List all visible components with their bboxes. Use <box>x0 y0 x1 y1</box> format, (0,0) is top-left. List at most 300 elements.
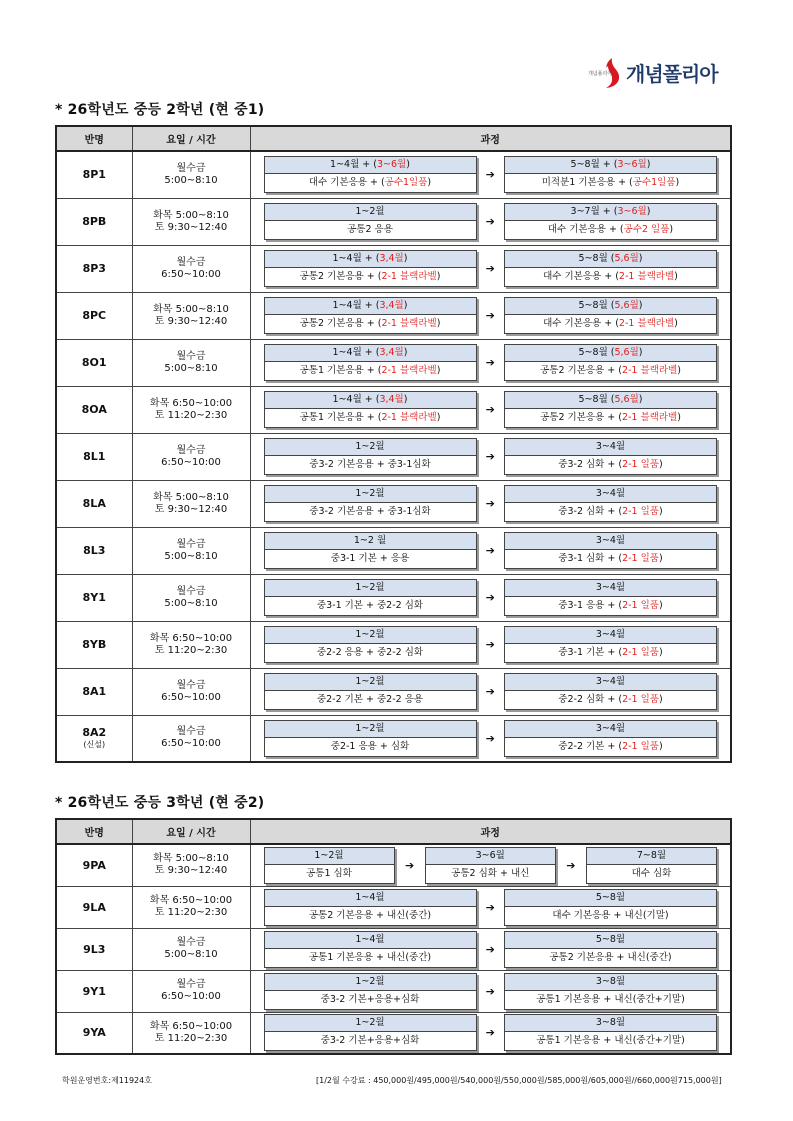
table-row <box>56 574 731 621</box>
course-text: 5~8월 <box>595 891 626 903</box>
course-period <box>265 721 476 738</box>
course-text: 공통2 기본응용 + 내신(중간) <box>549 951 672 963</box>
table-row <box>56 245 731 292</box>
course-content <box>265 503 476 521</box>
course-cell <box>250 292 731 339</box>
schedule-body-grade3 <box>56 844 731 1054</box>
highlight-text: 2-1 일품 <box>622 694 659 705</box>
course-period <box>587 848 716 865</box>
course-content <box>505 409 716 427</box>
course-step-box <box>264 203 477 240</box>
class-name-cell <box>56 527 132 574</box>
header-course: 과정 <box>250 819 731 844</box>
course-text: 1~2월 <box>314 849 344 861</box>
table-row <box>56 198 731 245</box>
day-time-line: 토 9:30~12:40 <box>154 221 228 233</box>
course-content <box>265 362 476 380</box>
course-flow <box>251 250 731 287</box>
class-name-cell <box>56 574 132 621</box>
highlight-text: 2-1 블랙라벨 <box>618 318 675 329</box>
course-text: ) <box>658 506 663 517</box>
highlight-text: 2-1 일품 <box>622 740 659 752</box>
course-cell <box>250 480 731 527</box>
course-step-box <box>504 720 717 757</box>
course-period <box>265 392 476 409</box>
course-step-box <box>264 344 477 381</box>
course-content <box>505 991 716 1009</box>
day-time-cell <box>132 527 250 574</box>
day-time-cell <box>132 433 250 480</box>
course-period <box>265 298 476 315</box>
section-title-grade3: * 26학년도 중등 3학년 (현 중2) <box>55 795 265 811</box>
class-name-cell <box>56 198 132 245</box>
header-course: 과정 <box>250 126 731 151</box>
course-cell <box>250 386 731 433</box>
course-content <box>265 597 476 615</box>
course-text: 대수 심화 <box>631 867 672 879</box>
arrow-right-icon: ➔ <box>485 309 495 322</box>
class-name-cell <box>56 1012 132 1054</box>
highlight-text: 2-1 일품 <box>622 459 659 470</box>
course-period <box>265 486 476 503</box>
course-period <box>265 974 476 991</box>
day-time-line: 토 9:30~12:40 <box>154 315 228 327</box>
course-cell <box>250 928 731 970</box>
day-time-line: 토 11:20~2:30 <box>154 644 228 656</box>
course-text: 중3-1 기본 + 응용 <box>330 553 410 564</box>
course-content <box>265 865 394 883</box>
course-period <box>505 721 716 738</box>
course-text: ) <box>677 365 681 376</box>
class-name: 8OA <box>81 403 107 416</box>
course-text: 3~4월 <box>595 722 626 734</box>
course-text: 중3-2 심화 + ( <box>558 506 623 517</box>
class-name: 8YB <box>82 638 107 651</box>
highlight-text: 2-1 블랙라벨 <box>381 318 437 329</box>
schedule-body-grade2 <box>56 151 731 762</box>
course-step-box <box>504 485 717 522</box>
day-time-cell <box>132 386 250 433</box>
course-text: 공통2 기본응용 + ( <box>299 318 382 329</box>
course-text: 1~2월 <box>355 1017 385 1029</box>
course-step-box <box>264 626 477 663</box>
day-time-line: 6:50~10:00 <box>161 738 221 750</box>
course-step-box <box>504 391 717 428</box>
arrow-right-icon: ➔ <box>485 984 495 998</box>
arrow-right-icon: ➔ <box>485 942 495 956</box>
course-text: ) <box>658 553 663 564</box>
highlight-text: 2-1 블랙라벨 <box>381 412 437 423</box>
course-period <box>265 890 476 907</box>
day-time-line: 월수금 <box>176 726 206 738</box>
course-content <box>505 644 716 662</box>
course-period <box>265 627 476 644</box>
arrow-right-icon: ➔ <box>485 262 495 275</box>
course-text: 7~8월 <box>636 849 667 861</box>
day-time-line: 5:00~8:10 <box>164 597 218 609</box>
course-content <box>505 949 716 967</box>
section-title-grade2: * 26학년도 중등 2학년 (현 중1) <box>55 102 265 118</box>
course-step-box <box>504 203 717 240</box>
course-period <box>505 974 716 991</box>
course-text: 1~4월 <box>355 933 385 945</box>
course-cell <box>250 1012 731 1054</box>
course-text: ) <box>638 300 643 311</box>
course-period <box>265 345 476 362</box>
day-time-cell <box>132 292 250 339</box>
course-text: 3~4월 <box>595 629 626 640</box>
course-text: ) <box>403 253 408 264</box>
day-time-line: 6:50~10:00 <box>161 456 221 468</box>
course-text: ) <box>646 206 651 217</box>
course-period <box>505 890 716 907</box>
course-content <box>505 362 716 380</box>
course-period <box>505 533 716 550</box>
class-name: 9YA <box>82 1026 106 1040</box>
course-text: ) <box>674 318 678 329</box>
course-step-box <box>504 438 717 475</box>
course-period <box>265 932 476 949</box>
arrow-right-icon: ➔ <box>485 356 495 369</box>
arrow-right-icon: ➔ <box>485 544 495 557</box>
schedule-table-grade3 <box>55 818 732 1055</box>
course-content <box>265 991 476 1009</box>
course-period <box>265 157 476 174</box>
course-period <box>265 580 476 597</box>
highlight-text: 5,6월 <box>614 347 639 358</box>
day-time-cell <box>132 574 250 621</box>
class-name-cell <box>56 151 132 198</box>
course-step-box <box>504 973 717 1010</box>
table-row <box>56 844 731 886</box>
day-time-line: 월수금 <box>176 256 206 268</box>
class-name: 9LA <box>82 900 106 914</box>
day-time-line: 화목 6:50~10:00 <box>149 895 233 906</box>
highlight-text: 3~6월 <box>617 206 647 217</box>
table-row <box>56 886 731 928</box>
arrow-right-icon: ➔ <box>485 403 495 416</box>
course-period <box>505 439 716 456</box>
course-text: 3~4월 <box>595 488 626 499</box>
arrow-right-icon: ➔ <box>566 858 576 872</box>
class-name: 8PC <box>82 309 107 322</box>
highlight-text: 2-1 일품 <box>622 600 659 611</box>
class-name-cell <box>56 433 132 480</box>
course-text: ) <box>403 300 408 311</box>
course-step-box <box>504 250 717 287</box>
course-text: 중3-2 기본응용 + 중3-1심화 <box>309 506 431 517</box>
course-text: 대수 기본응용 + 내신(기말) <box>552 909 669 921</box>
highlight-text: 2-1 일품 <box>622 647 659 658</box>
course-step-box <box>264 889 477 926</box>
table-row <box>56 151 731 198</box>
table-row <box>56 668 731 715</box>
course-text: ) <box>675 177 680 189</box>
day-time-cell <box>132 1012 250 1054</box>
course-content <box>426 865 555 883</box>
course-text: ) <box>638 347 643 358</box>
course-step-box <box>264 156 477 193</box>
highlight-text: 2-1 블랙라벨 <box>621 412 678 423</box>
table-row <box>56 433 731 480</box>
class-name-cell <box>56 668 132 715</box>
day-time-line: 6:50~10:00 <box>161 268 221 280</box>
course-step-box <box>504 297 717 334</box>
course-step-box <box>504 344 717 381</box>
highlight-text: 공수2 일품 <box>623 224 670 235</box>
course-content <box>265 1032 476 1050</box>
day-time-line: 화목 6:50~10:00 <box>149 632 233 644</box>
day-time-line: 월수금 <box>176 585 206 597</box>
schedule-table-grade2 <box>55 125 732 763</box>
course-content <box>265 315 476 333</box>
day-time-line: 월수금 <box>176 937 206 948</box>
highlight-text: 5,6월 <box>614 394 639 405</box>
arrow-right-icon: ➔ <box>485 900 495 914</box>
course-step-box <box>586 847 717 884</box>
day-time-cell <box>132 715 250 762</box>
course-text: 중3-2 기본+응용+심화 <box>320 993 420 1005</box>
course-text: 1~2월 <box>355 676 385 687</box>
course-content <box>505 174 716 192</box>
class-name: 9PA <box>82 858 106 872</box>
course-content <box>265 268 476 286</box>
table-row <box>56 480 731 527</box>
day-time-cell <box>132 668 250 715</box>
course-step-box <box>264 438 477 475</box>
course-text: 1~2월 <box>355 722 385 734</box>
course-text: 1~4월 + ( <box>332 253 380 264</box>
course-content <box>265 949 476 967</box>
day-time-cell <box>132 245 250 292</box>
day-time-line: 월수금 <box>176 538 206 550</box>
course-period <box>505 157 716 174</box>
course-text: 중2-1 응용 + 심화 <box>330 740 410 752</box>
course-text: 대수 기본응용 + ( <box>547 224 624 235</box>
course-content <box>587 865 716 883</box>
arrow-right-icon: ➔ <box>485 215 495 228</box>
course-text: 1~2월 <box>355 975 385 987</box>
course-flow <box>251 931 731 968</box>
course-text: 1~2월 <box>355 488 385 499</box>
course-text: ) <box>658 694 663 705</box>
course-period <box>505 298 716 315</box>
course-text: 공통2 기본응용 + ( <box>540 412 622 423</box>
course-step-box <box>264 250 477 287</box>
course-text: 중2-2 기본 + ( <box>558 740 623 752</box>
day-time-line: 화목 5:00~8:10 <box>153 491 229 503</box>
course-period <box>505 486 716 503</box>
course-step-box <box>264 673 477 710</box>
course-text: 공통2 응용 <box>347 224 393 235</box>
day-time-line: 월수금 <box>176 350 206 362</box>
highlight-text: 3,4월 <box>379 347 404 358</box>
course-flow <box>251 156 731 193</box>
highlight-text: 3,4월 <box>379 300 404 311</box>
flame-logo-icon <box>586 54 626 90</box>
course-text: 중2-2 기본 + 중2-2 응용 <box>316 694 424 705</box>
highlight-text: 2-1 블랙라벨 <box>381 365 437 376</box>
course-step-box <box>264 1014 477 1051</box>
course-cell <box>250 668 731 715</box>
course-text: 중2-2 응용 + 중2-2 심화 <box>316 647 424 658</box>
course-text: ) <box>427 177 432 189</box>
course-step-box <box>504 579 717 616</box>
course-content <box>505 268 716 286</box>
class-name-cell <box>56 844 132 886</box>
course-cell <box>250 621 731 668</box>
highlight-text: 2-1 일품 <box>622 553 659 564</box>
day-time-line: 토 11:20~2:30 <box>154 409 228 421</box>
course-text: 1~4월 + ( <box>332 300 380 311</box>
class-name: 8A2 <box>82 726 107 740</box>
course-text: 1~4월 + ( <box>332 394 380 405</box>
course-text: ) <box>669 224 674 235</box>
day-time-line: 화목 5:00~8:10 <box>153 853 229 865</box>
course-text: 1~2월 <box>355 629 385 640</box>
tuition-fee-note: [1/2월 수강료 : 450,000원/495,000원/540,000원/550,000원/585,000원/605,000원//660,000원715,000원] <box>316 1076 722 1085</box>
course-text: 3~4월 <box>595 535 626 546</box>
course-step-box <box>264 485 477 522</box>
day-time-cell <box>132 151 250 198</box>
course-text: 5~8월 ( <box>578 300 615 311</box>
highlight-text: 2-1 블랙라벨 <box>381 271 437 282</box>
course-flow <box>251 579 731 616</box>
course-text: 5~8월 ( <box>578 347 615 358</box>
class-name-cell <box>56 928 132 970</box>
course-text: 3~8월 <box>595 1017 626 1029</box>
course-content <box>265 644 476 662</box>
course-text: 대수 기본응용 + ( <box>308 177 385 189</box>
class-note: (신설) <box>83 740 106 750</box>
course-content <box>265 738 476 756</box>
course-text: 공통1 기본응용 + ( <box>299 365 382 376</box>
course-step-box <box>264 579 477 616</box>
course-text: ) <box>658 740 663 752</box>
course-text: ) <box>436 412 441 423</box>
course-flow <box>251 438 731 475</box>
class-name-cell <box>56 245 132 292</box>
course-period <box>505 1015 716 1032</box>
course-content <box>265 456 476 474</box>
day-time-cell <box>132 970 250 1012</box>
course-text: 1~2월 <box>355 582 385 593</box>
course-step-box <box>504 673 717 710</box>
logo-brand-text: 개념폴리아 <box>626 61 718 86</box>
header-day-time: 요일 / 시간 <box>132 126 250 151</box>
highlight-text: 공수1일품 <box>632 177 676 189</box>
course-period <box>265 1015 476 1032</box>
header-day-time: 요일 / 시간 <box>132 819 250 844</box>
arrow-right-icon: ➔ <box>405 858 415 872</box>
course-cell <box>250 886 731 928</box>
course-text: 5~8월 ( <box>578 394 615 405</box>
day-time-line: 월수금 <box>176 444 206 456</box>
course-step-box <box>504 532 717 569</box>
course-text: 3~8월 <box>595 975 626 987</box>
logo-small-text: 개념폴리아 <box>588 71 613 77</box>
day-time-line: 5:00~8:10 <box>164 362 218 374</box>
table-row <box>56 339 731 386</box>
day-time-line: 토 11:20~2:30 <box>154 1032 228 1044</box>
day-time-line: 화목 5:00~8:10 <box>153 209 229 221</box>
day-time-line: 월수금 <box>176 162 206 174</box>
day-time-cell <box>132 621 250 668</box>
course-step-box <box>264 847 395 884</box>
course-step-box <box>264 720 477 757</box>
course-period <box>505 674 716 691</box>
course-text: 중2-2 심화 + ( <box>558 694 623 705</box>
course-text: 1~4월 <box>355 891 385 903</box>
course-text: ) <box>638 253 643 264</box>
course-text: 1~4월 + ( <box>330 159 377 171</box>
day-time-cell <box>132 198 250 245</box>
course-text: 1~2월 <box>355 206 385 217</box>
course-text: ) <box>403 347 408 358</box>
course-period <box>265 251 476 268</box>
course-period <box>265 533 476 550</box>
course-content <box>265 409 476 427</box>
course-flow <box>251 720 731 757</box>
day-time-line: 화목 5:00~8:10 <box>153 303 229 315</box>
course-cell <box>250 198 731 245</box>
course-text: 1~4월 + ( <box>332 347 380 358</box>
course-step-box <box>264 297 477 334</box>
course-text: 공통1 기본응용 + 내신(중간) <box>308 951 432 963</box>
class-name: 9Y1 <box>82 984 106 998</box>
course-step-box <box>264 532 477 569</box>
day-time-cell <box>132 339 250 386</box>
course-content <box>505 315 716 333</box>
class-name-cell <box>56 480 132 527</box>
course-content <box>505 503 716 521</box>
course-text: 중3-1 기본 + ( <box>558 647 623 658</box>
course-text: 공통2 기본응용 + 내신(중간) <box>308 909 432 921</box>
course-period <box>505 345 716 362</box>
course-text: 공통1 심화 <box>306 867 352 879</box>
course-step-box <box>504 931 717 968</box>
course-period <box>265 674 476 691</box>
course-text: ) <box>658 600 663 611</box>
class-name-cell <box>56 970 132 1012</box>
course-text: ) <box>658 647 663 658</box>
brand-logo <box>586 54 718 90</box>
course-text: ) <box>403 394 408 405</box>
course-text: 3~7월 + ( <box>570 206 618 217</box>
course-text: 미적분1 기본응용 + ( <box>541 177 633 189</box>
day-time-cell <box>132 886 250 928</box>
course-text: 공통1 기본응용 + 내신(중간+기말) <box>536 1035 685 1047</box>
class-name: 8L3 <box>83 544 106 557</box>
course-content <box>505 1032 716 1050</box>
table-row <box>56 527 731 574</box>
course-text: 1~2월 <box>355 441 385 452</box>
class-name-cell <box>56 386 132 433</box>
highlight-text: 5,6월 <box>614 300 639 311</box>
highlight-text: 3,4월 <box>379 394 404 405</box>
course-flow <box>251 889 731 926</box>
table-row <box>56 621 731 668</box>
course-cell <box>250 433 731 480</box>
highlight-text: 5,6월 <box>614 253 639 264</box>
course-text: ) <box>658 459 663 470</box>
course-content <box>265 691 476 709</box>
class-name: 8P1 <box>82 168 106 182</box>
class-name: 8Y1 <box>82 591 106 604</box>
day-time-line: 5:00~8:10 <box>164 174 218 186</box>
day-time-cell <box>132 928 250 970</box>
day-time-line: 화목 6:50~10:00 <box>149 1020 233 1032</box>
